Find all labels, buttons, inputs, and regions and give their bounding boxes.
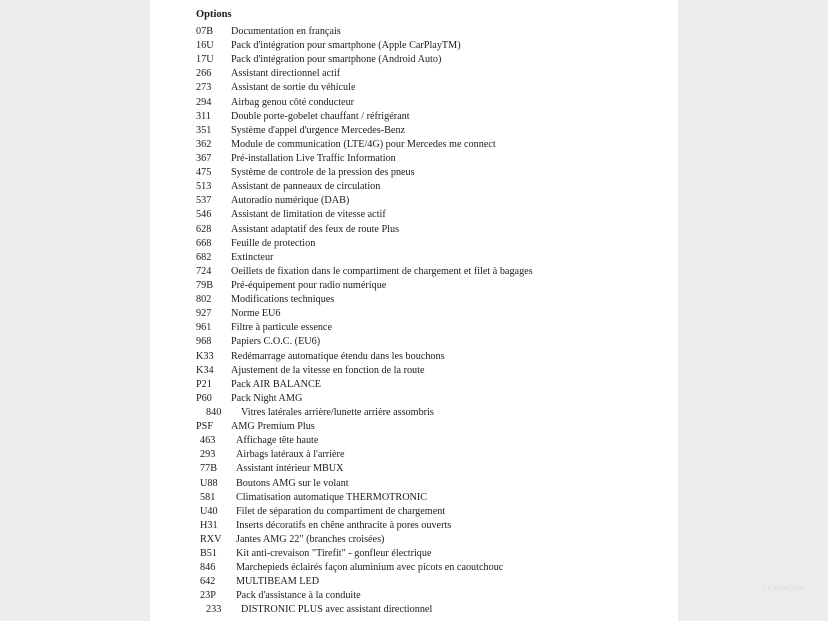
watermark: LEBONCOIN bbox=[764, 586, 804, 592]
option-label: Oeillets de fixation dans le compartiment de chargement et filet à bagages bbox=[231, 265, 533, 277]
option-row bbox=[150, 223, 678, 237]
option-row bbox=[150, 533, 678, 547]
option-label: DISTRONIC PLUS avec assistant directionnel bbox=[241, 604, 433, 616]
option-code: 927 bbox=[196, 308, 212, 320]
option-row bbox=[150, 39, 678, 53]
option-code: 961 bbox=[196, 322, 212, 334]
option-label: Assistant intérieur MBUX bbox=[236, 463, 344, 475]
option-code: 362 bbox=[196, 138, 212, 150]
option-label: Filtre à particule essence bbox=[231, 322, 332, 334]
option-label: Assistant adaptatif des feux de route Plus bbox=[231, 223, 400, 235]
option-label: Pack Night AMG bbox=[231, 392, 303, 404]
option-code: 475 bbox=[196, 167, 212, 179]
option-label: Assistant de sortie du véhicule bbox=[231, 82, 356, 94]
option-code: P21 bbox=[196, 378, 212, 390]
option-code: 79B bbox=[196, 279, 213, 291]
option-label: Filet de séparation du compartiment de chargement bbox=[236, 505, 446, 517]
option-label: Kit anti-crevaison "Tirefit" - gonfleur électrique bbox=[236, 548, 432, 560]
option-label: AMG Premium Plus bbox=[231, 421, 315, 433]
option-code: 581 bbox=[200, 491, 216, 503]
document-page bbox=[150, 0, 678, 621]
option-label: Assistant de limitation de vitesse actif bbox=[231, 209, 386, 221]
option-row bbox=[150, 251, 678, 265]
option-row bbox=[150, 237, 678, 251]
option-label: Pré-équipement pour radio numérique bbox=[231, 279, 387, 291]
option-row bbox=[150, 124, 678, 138]
option-row bbox=[150, 392, 678, 406]
option-code: 802 bbox=[196, 294, 212, 306]
option-code: 294 bbox=[196, 96, 212, 108]
option-row bbox=[150, 96, 678, 110]
option-code: 367 bbox=[196, 152, 212, 164]
option-label: Pack d'intégration pour smartphone (Apple CarPlayTM) bbox=[231, 40, 461, 52]
option-label: Inserts décoratifs en chêne anthracite à pores ouverts bbox=[236, 519, 452, 531]
option-row bbox=[150, 293, 678, 307]
option-row bbox=[150, 67, 678, 81]
option-code: 233 bbox=[206, 604, 222, 616]
option-label: Documentation en français bbox=[231, 26, 341, 37]
option-row bbox=[150, 265, 678, 279]
option-row bbox=[150, 491, 678, 505]
option-row bbox=[150, 194, 678, 208]
option-label: Redémarrage automatique étendu dans les bouchons bbox=[231, 350, 445, 362]
option-label: Autoradio numérique (DAB) bbox=[231, 195, 350, 207]
page-title: Options bbox=[196, 9, 232, 20]
option-row bbox=[150, 152, 678, 166]
option-label: Boutons AMG sur le volant bbox=[236, 477, 349, 489]
option-code: 642 bbox=[200, 576, 216, 588]
option-row bbox=[150, 279, 678, 293]
option-code: 351 bbox=[196, 124, 212, 136]
option-code: 668 bbox=[196, 237, 212, 249]
option-row bbox=[150, 321, 678, 335]
option-code: P60 bbox=[196, 392, 212, 404]
option-row bbox=[150, 434, 678, 448]
option-row bbox=[150, 603, 678, 617]
option-row bbox=[150, 519, 678, 533]
option-row bbox=[150, 561, 678, 575]
option-label: Extincteur bbox=[231, 251, 274, 263]
option-label: Papiers C.O.C. (EU6) bbox=[231, 336, 321, 348]
option-row bbox=[150, 307, 678, 321]
option-code: K33 bbox=[196, 350, 214, 362]
option-code: 840 bbox=[206, 406, 222, 418]
option-row bbox=[150, 350, 678, 364]
option-code: H31 bbox=[200, 519, 218, 531]
option-code: 16U bbox=[196, 40, 214, 52]
option-code: 513 bbox=[196, 181, 212, 193]
option-row bbox=[150, 547, 678, 561]
option-row bbox=[150, 81, 678, 95]
option-row bbox=[150, 53, 678, 67]
option-code: 77B bbox=[200, 463, 217, 475]
option-label: Système de controle de la pression des pneus bbox=[231, 167, 415, 179]
option-label: Feuille de protection bbox=[231, 237, 316, 249]
option-label: Vitres latérales arrière/lunette arrière assombris bbox=[241, 406, 434, 418]
option-code: K34 bbox=[196, 364, 214, 376]
option-label: MULTIBEAM LED bbox=[236, 576, 320, 588]
option-code: 546 bbox=[196, 209, 212, 221]
option-code: U88 bbox=[200, 477, 218, 489]
option-label: Norme EU6 bbox=[231, 308, 281, 320]
option-label: Module de communication (LTE/4G) pour Mercedes me connect bbox=[231, 138, 496, 150]
option-label: Airbag genou côté conducteur bbox=[231, 96, 355, 108]
option-code: 537 bbox=[196, 195, 212, 207]
option-row bbox=[150, 406, 678, 420]
option-row bbox=[150, 180, 678, 194]
option-label: Climatisation automatique THERMOTRONIC bbox=[236, 491, 428, 503]
option-row bbox=[150, 166, 678, 180]
option-code: 311 bbox=[196, 110, 211, 122]
option-row bbox=[150, 138, 678, 152]
option-row bbox=[150, 110, 678, 124]
option-row bbox=[150, 448, 678, 462]
option-row bbox=[150, 575, 678, 589]
option-code: 07B bbox=[196, 26, 213, 37]
option-row bbox=[150, 589, 678, 603]
option-label: Assistant de panneaux de circulation bbox=[231, 181, 381, 193]
option-row bbox=[150, 462, 678, 476]
option-code: 968 bbox=[196, 336, 212, 348]
option-code: 266 bbox=[196, 68, 212, 80]
option-label: Ajustement de la vitesse en fonction de la route bbox=[231, 364, 425, 376]
option-label: Double porte-gobelet chauffant / réfrigérant bbox=[231, 110, 410, 122]
option-label: Pack d'intégration pour smartphone (Android Auto) bbox=[231, 54, 442, 66]
options-list bbox=[150, 25, 678, 618]
option-label: Pré-installation Live Traffic Information bbox=[231, 152, 396, 164]
option-label: Jantes AMG 22" (branches croisées) bbox=[236, 533, 385, 545]
option-code: 846 bbox=[200, 562, 216, 574]
option-label: Marchepieds éclairés façon aluminium avec picots en caoutchouc bbox=[236, 562, 504, 574]
option-code: 293 bbox=[200, 449, 216, 461]
option-label: Pack d'assistance à la conduite bbox=[236, 590, 361, 602]
option-code: 273 bbox=[196, 82, 212, 94]
option-code: B51 bbox=[200, 548, 217, 560]
option-code: 628 bbox=[196, 223, 212, 235]
option-row bbox=[150, 335, 678, 349]
option-row bbox=[150, 208, 678, 222]
option-row bbox=[150, 378, 678, 392]
option-label: Assistant directionnel actif bbox=[231, 68, 341, 80]
option-code: U40 bbox=[200, 505, 218, 517]
option-label: Modifications techniques bbox=[231, 294, 335, 306]
option-code: 17U bbox=[196, 54, 214, 66]
option-label: Airbags latéraux à l'arrière bbox=[236, 449, 345, 461]
option-row bbox=[150, 505, 678, 519]
option-label: Système d'appel d'urgence Mercedes-Benz bbox=[231, 124, 406, 136]
option-label: Affichage tête haute bbox=[236, 435, 319, 447]
option-code: 23P bbox=[200, 590, 216, 602]
option-label: Pack AIR BALANCE bbox=[231, 378, 321, 390]
option-code: RXV bbox=[200, 533, 222, 545]
option-row bbox=[150, 25, 678, 39]
option-row bbox=[150, 477, 678, 491]
option-row bbox=[150, 364, 678, 378]
option-code: 724 bbox=[196, 265, 212, 277]
option-row bbox=[150, 420, 678, 434]
option-code: PSF bbox=[196, 421, 213, 433]
option-code: 463 bbox=[200, 435, 216, 447]
option-code: 682 bbox=[196, 251, 212, 263]
